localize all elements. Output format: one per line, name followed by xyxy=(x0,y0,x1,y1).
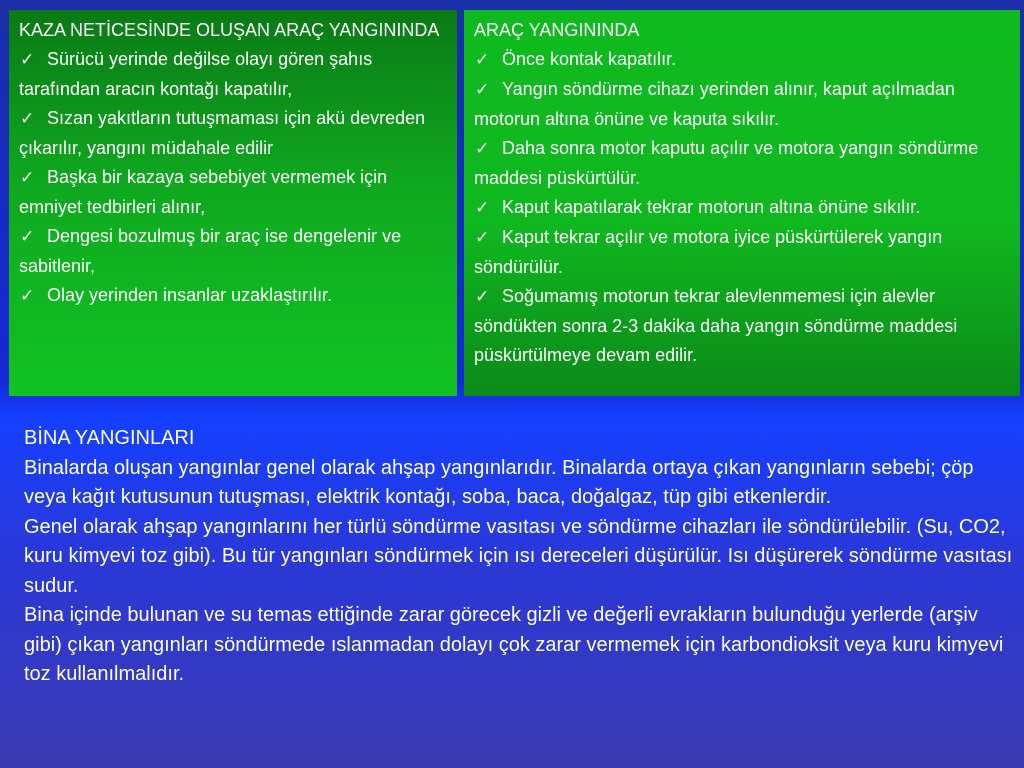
list-item: ✓ Yangın söndürme cihazı yerinden alınır, kaput açılmadan motorun altına önüne ve kaputa sıkılır. xyxy=(474,75,1012,134)
list-item: ✓ Soğumamış motorun tekrar alevlenmemesi için alevler söndükten sonra 2-3 dakika daha yangın söndürme maddesi püskürtülmeye devam edilir. xyxy=(474,282,1012,370)
left-panel-title: KAZA NETİCESİNDE OLUŞAN ARAÇ YANGININDA xyxy=(19,20,440,40)
section-title: BİNA YANGINLARI xyxy=(24,427,195,449)
paragraph: Bina içinde bulunan ve su temas ettiğinde zarar görecek gizli ve değerli evrakların bulunduğu yerlerde (arşiv gibi) çıkan yangınları söndürmede ıslanmadan dolayı çok zarar vermemek için karbondioksit veya kuru kimyevi toz kullanılmalıdır. xyxy=(24,604,1004,685)
left-panel-accident-vehicle-fire xyxy=(9,10,457,396)
checkmark-icon: ✓ xyxy=(475,287,490,307)
right-panel-vehicle-fire xyxy=(464,10,1020,396)
checkmark-icon: ✓ xyxy=(475,50,490,70)
checkmark-icon: ✓ xyxy=(475,198,490,218)
list-item: ✓ Kaput tekrar açılır ve motora iyice püskürtülerek yangın söndürülür. xyxy=(474,223,1012,282)
checkmark-icon: ✓ xyxy=(20,168,35,188)
list-item: ✓ Kaput kapatılarak tekrar motorun altına önüne sıkılır. xyxy=(474,193,1012,223)
checkmark-icon: ✓ xyxy=(475,139,490,159)
list-item: ✓ Önce kontak kapatılır. xyxy=(474,45,1012,75)
list-item: ✓ Daha sonra motor kaputu açılır ve motora yangın söndürme maddesi püskürtülür. xyxy=(474,134,1012,193)
list-item: ✓ Başka bir kazaya sebebiyet vermemek için emniyet tedbirleri alınır, xyxy=(19,163,449,222)
checkmark-icon: ✓ xyxy=(20,286,35,306)
paragraph: Genel olarak ahşap yangınlarını her türlü söndürme vasıtası ve söndürme cihazları ile söndürülebilir. (Su, CO2, kuru kimyevi toz gibi). Bu tür yangınları söndürmek için ısı dereceleri düşürülür. Isı düşürerek söndürme vasıtası sudur. xyxy=(24,515,1013,597)
list-item: ✓ Olay yerinden insanlar uzaklaştırılır. xyxy=(19,281,449,311)
checkmark-icon: ✓ xyxy=(20,227,35,247)
checkmark-icon: ✓ xyxy=(20,50,35,70)
checkmark-icon: ✓ xyxy=(20,109,35,129)
checkmark-icon: ✓ xyxy=(475,80,490,100)
list-item: ✓ Sürücü yerinde değilse olayı gören şahıs tarafından aracın kontağı kapatılır, xyxy=(19,45,449,104)
list-item: ✓ Sızan yakıtların tutuşmaması için akü devreden çıkarılır, yangını müdahale edilir xyxy=(19,104,449,163)
checkmark-icon: ✓ xyxy=(475,228,490,248)
left-panel-list xyxy=(19,45,449,311)
right-panel-list xyxy=(474,45,1012,370)
paragraph: Binalarda oluşan yangınlar genel olarak ahşap yangınlarıdır. Binalarda ortaya çıkan yangınların sebebi; çöp veya kağıt kutusunun tutuşması, elektrik kontağı, soba, baca, doğalgaz, tüp gibi etkenlerdir. xyxy=(24,456,974,508)
right-panel-title: ARAÇ YANGININDA xyxy=(474,20,640,40)
building-fires-section xyxy=(24,424,1014,690)
list-item: ✓ Dengesi bozulmuş bir araç ise dengelenir ve sabitlenir, xyxy=(19,222,449,281)
